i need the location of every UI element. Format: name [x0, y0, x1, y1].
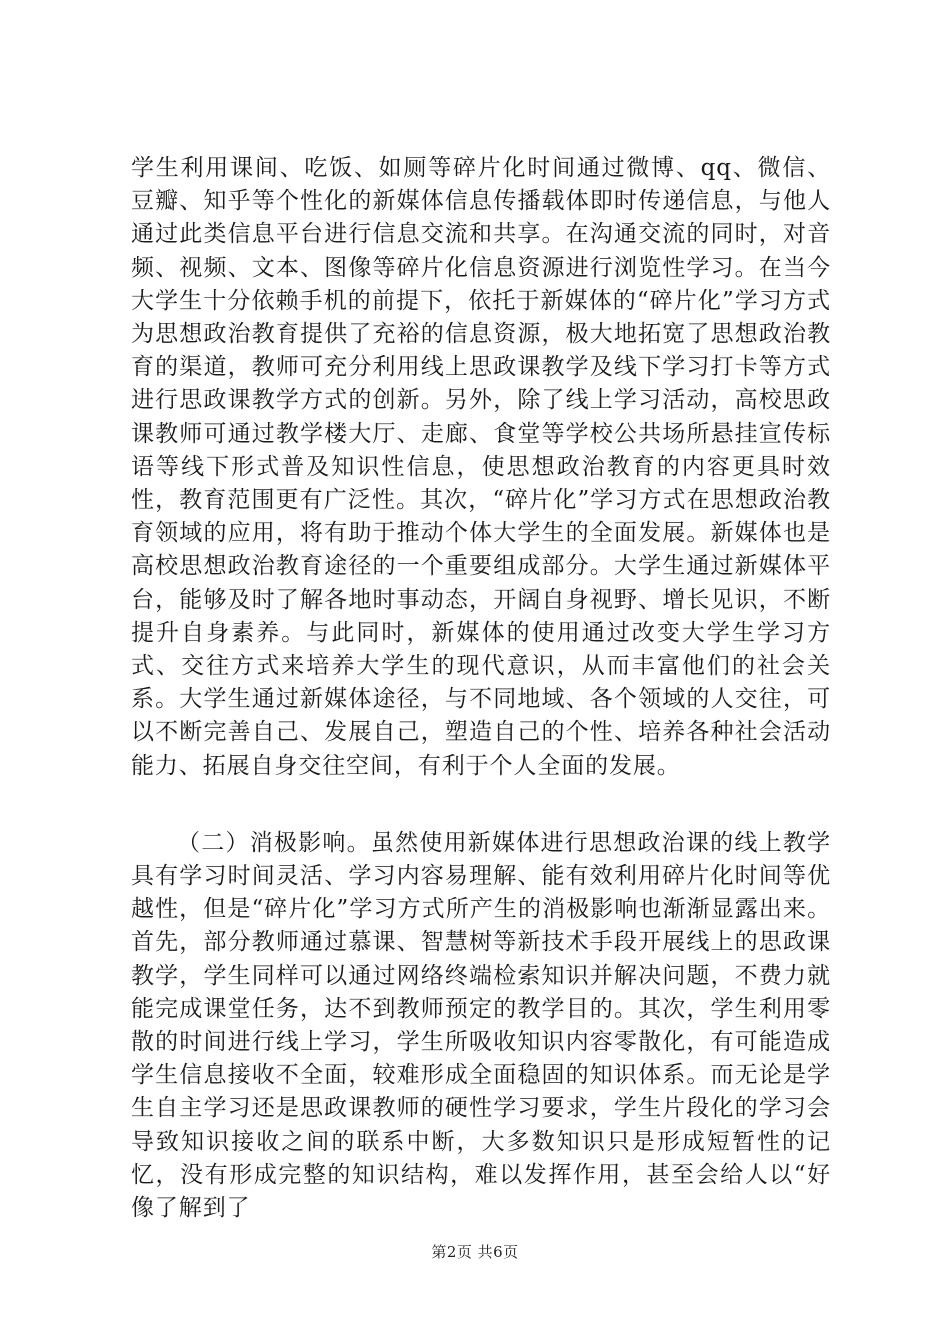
paragraph-positive-impact-continued: 学生利用课间、吃饭、如厕等碎片化时间通过微博、qq、微信、豆瓣、知乎等个性化的新媒体信息传播载体即时传递信息，与他人通过此类信息平台进行信息交流和共享。在沟通交流的同时，对音频、视频、文本、图像等碎片化信息资源进行浏览性学习。在当今大学生十分依赖手机的前提下，依托于新媒体的“碎片化”学习方式为思想政治教育提供了充裕的信息资源，极大地拓宽了思想政治教育的渠道，教师可充分利用线上思政课教学及线下学习打卡等方式进行思政课教学方式的创新。另外，除了线上学习活动，高校思政课教师可通过教学楼大厅、走廊、食堂等学校公共场所悬挂宣传标语等线下形式普及知识性信息，使思想政治教育的内容更具时效性，教育范围更有广泛性。其次，“碎片化”学习方式在思想政治教育领域的应用，将有助于推动个体大学生的全面发展。新媒体也是高校思想政治教育途径的一个重要组成部分。大学生通过新媒体平台，能够及时了解各地时事动态，开阔自身视野、增长见识，不断提升自身素养。与此同时，新媒体的使用通过改变大学生学习方式、交往方式来培养大学生的现代意识，从而丰富他们的社会关系。大学生通过新媒体途径，与不同地域、各个领域的人交往，可以不断完善自己、发展自己，塑造自己的个性、培养各种社会活动能力、拓展自身交往空间，有利于个人全面的发展。 [131, 155, 831, 779]
page-footer: 第2页 共6页 [431, 1243, 519, 1261]
body-text [131, 152, 831, 1225]
paragraph-negative-impact: （二）消极影响。虽然使用新媒体进行思想政治课的线上教学具有学习时间灵活、学习内容易理解、能有效利用碎片化时间等优越性，但是“碎片化”学习方式所产生的消极影响也渐渐显露出来。首先，部分教师通过慕课、智慧树等新技术手段开展线上的思政课教学，学生同样可以通过网络终端检索知识并解决问题，不费力就能完成课堂任务，达不到教师预定的教学目的。其次，学生利用零散的时间进行线上学习，学生所吸收知识内容零散化，有可能造成学生信息接收不全面，较难形成全面稳固的知识体系。而无论是学生自主学习还是思政课教师的硬性学习要求，学生片段化的学习会导致知识接收之间的联系中断，大多数知识只是形成短暂性的记忆，没有形成完整的知识结构，难以发挥作用，甚至会给人以“好像了解到了 [131, 829, 831, 1222]
